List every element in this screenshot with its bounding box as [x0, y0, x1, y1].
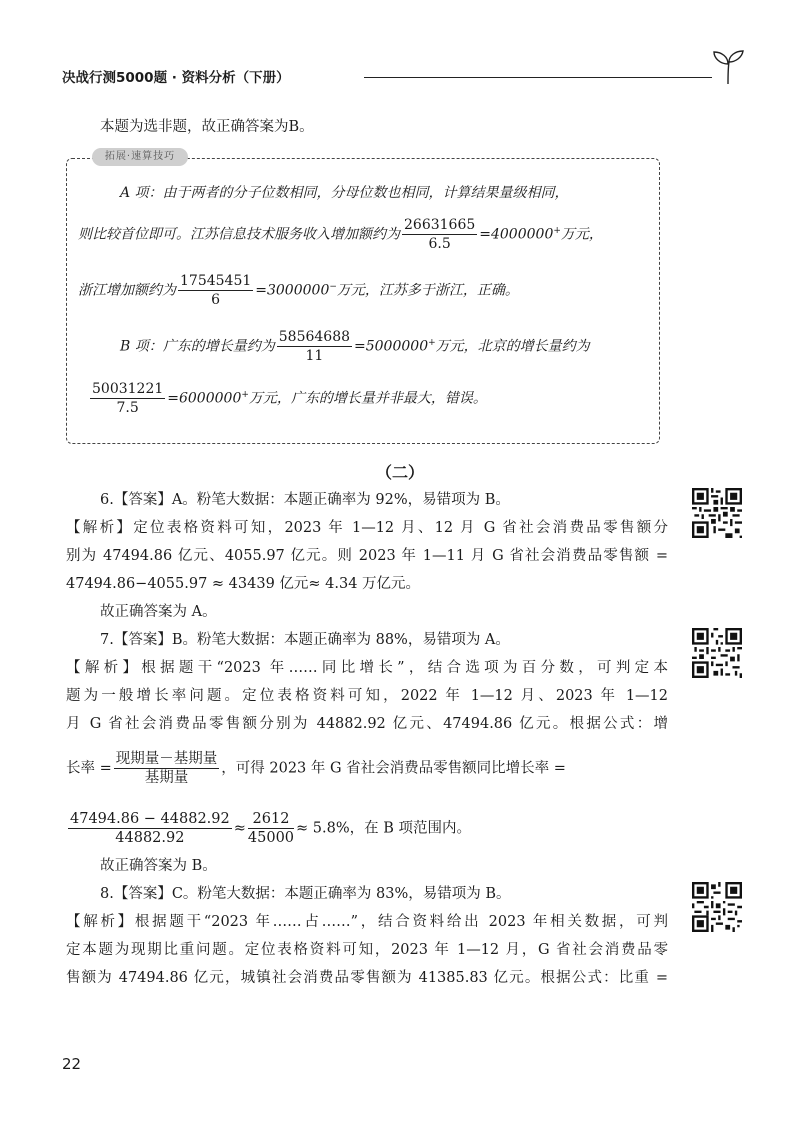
tip-text: 万元，广东的增长量并非最大，错误。 — [248, 390, 487, 407]
tip-tag: 拓展·速算技巧 — [92, 148, 188, 166]
tip-b-line1 — [120, 328, 590, 365]
tip-a-line1: A 项：由于两者的分子位数相同，分母位数也相同，计算结果量级相同， — [120, 185, 569, 201]
q8-answer: 8.【答案】C。粉笔大数据：本题正确率为 83%，易错项为 B。 — [100, 886, 511, 902]
superscript: − — [329, 281, 337, 292]
fraction-denominator: 6 — [211, 292, 221, 308]
tip-text: =6000000 — [167, 390, 242, 407]
fraction — [277, 328, 352, 365]
section-heading: （二） — [375, 463, 424, 482]
tip-text: 万元，北京的增长量约为 — [435, 338, 590, 355]
q7-analysis-line4 — [66, 750, 566, 787]
approx-sign: ≈ — [233, 820, 246, 837]
leaf-sprout-icon — [708, 48, 748, 86]
superscript: + — [241, 389, 249, 400]
formula-text: ≈ 5.8%，在 B 项范围内。 — [296, 820, 472, 837]
tip-text: 万元，江苏多于浙江，正确。 — [336, 282, 519, 299]
fraction-numerator: 17545451 — [180, 273, 252, 289]
q6-analysis-line3: 47494.86−4055.97 ≈ 43439 亿元≈ 4.34 万亿元。 — [66, 576, 421, 592]
intro-text: 本题为选非题，故正确答案为B。 — [100, 119, 314, 135]
q7-conclusion: 故正确答案为 B。 — [100, 858, 217, 874]
fraction-denominator: 6.5 — [428, 236, 451, 252]
fraction-numerator: 58564688 — [278, 329, 351, 345]
fraction — [90, 380, 165, 417]
q7-analysis-line3: 月 G 省社会消费品零售额分别为 44882.92 亿元、47494.86 亿元。根据公式：增 — [66, 716, 668, 732]
q8-analysis-line2: 定本题为现期比重问题。定位表格资料可知，2023 年 1—12 月，G 省社会消费品零 — [66, 942, 668, 958]
q7-analysis-line1: 【解析】根据题干“2023 年……同比增长”，结合选项为百分数，可判定本 — [66, 660, 668, 676]
qr-code-icon[interactable] — [692, 882, 742, 932]
tip-a-line2 — [78, 216, 603, 253]
q8-analysis-line1: 【解析】根据题干“2023 年……占……”，结合资料给出 2023 年相关数据，可判 — [66, 914, 668, 930]
qr-code-icon[interactable] — [692, 488, 742, 538]
q6-analysis-line2: 别为 47494.86 亿元、4055.97 亿元。则 2023 年 1—11 月 G 省社会消费品零售额 = — [66, 548, 668, 564]
fraction-denominator: 44882.92 — [115, 830, 185, 846]
fraction-numerator: 47494.86 − 44882.92 — [70, 811, 230, 827]
fraction-numerator: 现期量－基期量 — [115, 751, 218, 767]
tip-text: 浙江增加额约为 — [78, 282, 176, 299]
tip-a-line3 — [78, 272, 519, 309]
tip-text: =3000000 — [255, 282, 330, 299]
tip-text: 万元， — [560, 226, 603, 243]
q7-answer: 7.【答案】B。粉笔大数据：本题正确率为 88%，易错项为 A。 — [100, 632, 510, 648]
q8-analysis-line3: 售额为 47494.86 亿元，城镇社会消费品零售额为 41385.83 亿元。根据公式：比重 = — [66, 970, 668, 986]
fraction-numerator: 50031221 — [92, 381, 164, 397]
formula-text: ，可得 2023 年 G 省社会消费品零售额同比增长率 = — [221, 760, 566, 777]
fraction-denominator: 基期量 — [144, 770, 189, 786]
tip-text: =4000000 — [479, 226, 554, 243]
header-rule — [364, 77, 712, 78]
q6-analysis-line1: 【解析】定位表格资料可知，2023 年 1—12 月、12 月 G 省社会消费品零售额分 — [66, 520, 668, 536]
book-title: 决战行测5000题 · 资料分析（下册） — [62, 70, 290, 86]
fraction-denominator: 7.5 — [116, 400, 139, 416]
fraction-numerator: 2612 — [248, 810, 294, 829]
q7-analysis-line5 — [66, 810, 471, 847]
fraction — [178, 272, 253, 309]
tip-text: B 项：广东的增长量约为 — [120, 338, 275, 355]
fraction — [68, 810, 232, 847]
tip-text: 则比较首位即可。江苏信息技术服务收入增加额约为 — [78, 226, 400, 243]
q6-conclusion: 故正确答案为 A。 — [100, 604, 217, 620]
tip-text: =5000000 — [354, 338, 429, 355]
fraction — [248, 810, 294, 847]
fraction — [114, 750, 220, 787]
page-header — [62, 64, 752, 88]
q7-analysis-line2: 题为一般增长率问题。定位表格资料可知，2022 年 1—12 月、2023 年 1—12 — [66, 688, 668, 704]
fraction-denominator: 11 — [305, 348, 324, 364]
fraction — [402, 216, 477, 253]
page-number: 22 — [62, 1055, 82, 1073]
q6-answer: 6.【答案】A。粉笔大数据：本题正确率为 92%，易错项为 B。 — [100, 492, 510, 508]
qr-code-icon[interactable] — [692, 628, 742, 678]
tip-b-line2 — [88, 380, 487, 417]
superscript: + — [428, 337, 436, 348]
superscript: + — [553, 225, 561, 236]
fraction-numerator: 26631665 — [404, 217, 476, 233]
formula-label: 长率 = — [66, 760, 112, 777]
fraction-denominator: 45000 — [247, 830, 295, 846]
